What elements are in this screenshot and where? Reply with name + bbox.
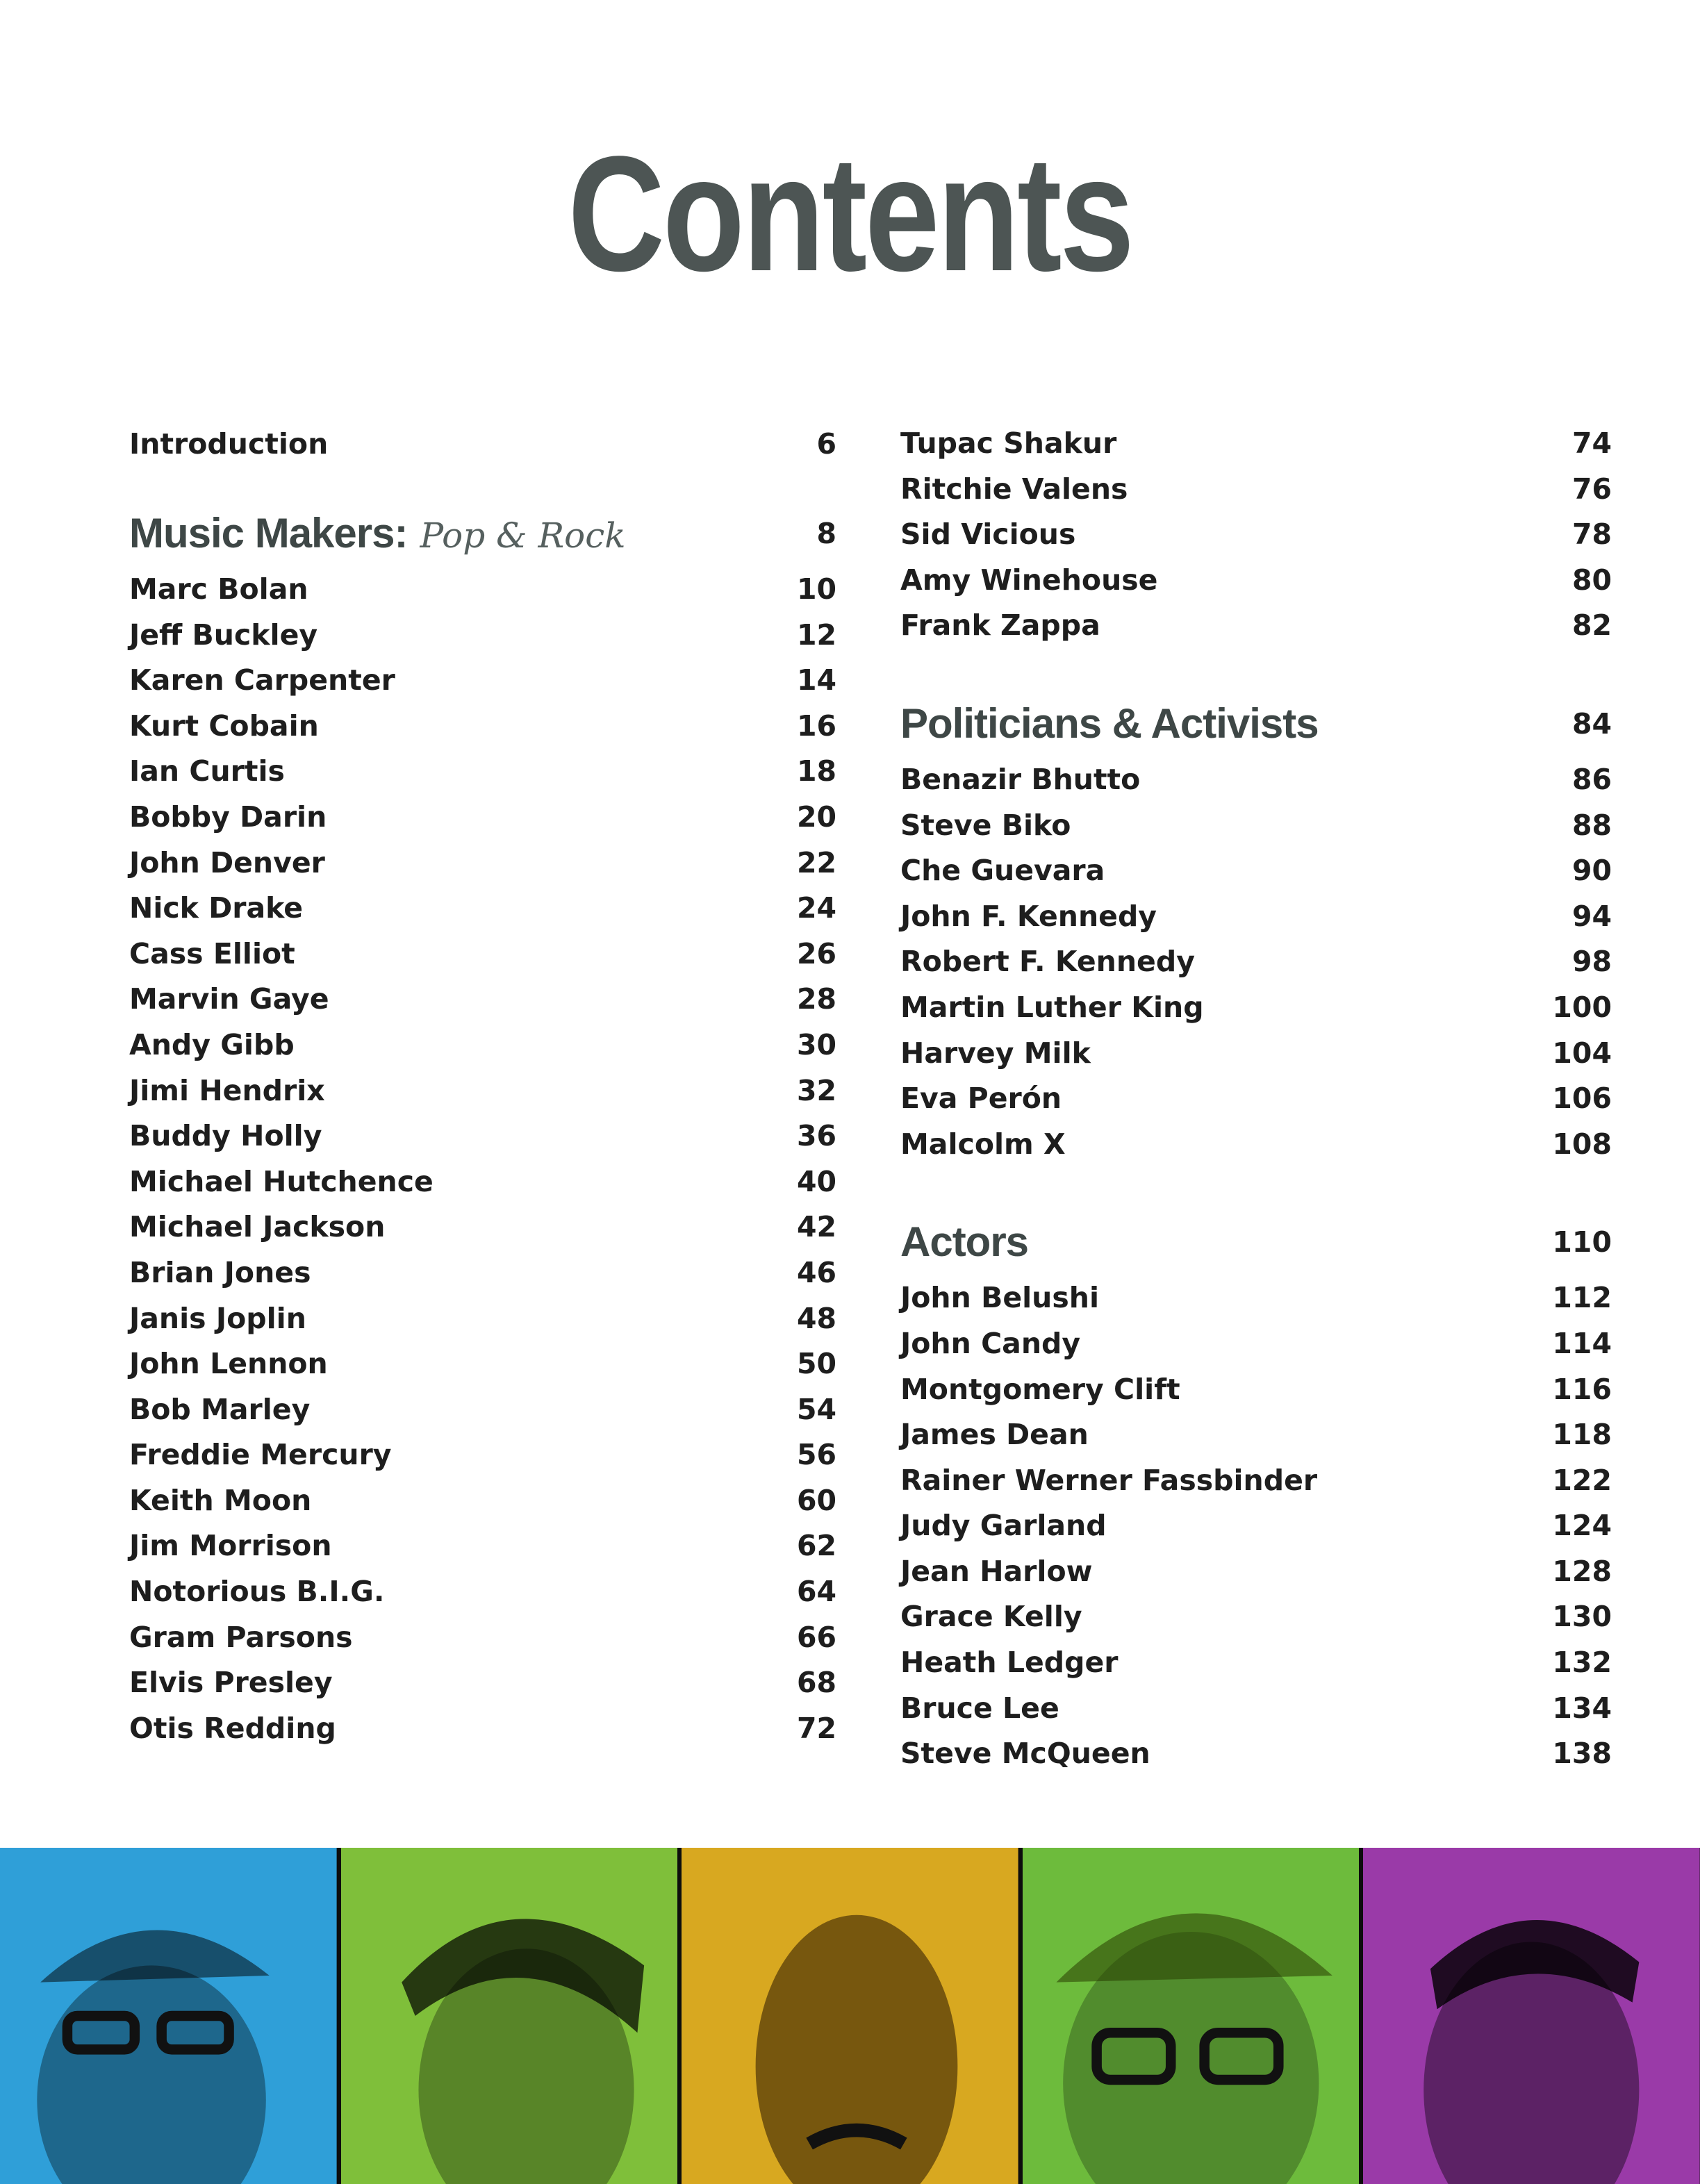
section-title — [129, 500, 626, 569]
entry-name: Amy Winehouse — [900, 563, 1158, 597]
section-page: 84 — [1571, 706, 1612, 741]
toc-entry-harvey-milk[interactable] — [900, 1031, 1612, 1077]
entry-name: Eva Perón — [900, 1082, 1062, 1116]
toc-entry-bobby-darin[interactable] — [129, 795, 836, 841]
section-title: Actors — [900, 1218, 1029, 1266]
entry-name: Buddy Holly — [129, 1119, 322, 1153]
entry-name: Jim Morrison — [129, 1529, 332, 1563]
entry-name: Benazir Bhutto — [900, 762, 1141, 796]
entry-name: Martin Luther King — [900, 990, 1204, 1024]
entry-name: Elvis Presley — [129, 1666, 333, 1700]
entry-name: Michael Hutchence — [129, 1164, 434, 1198]
entry-page: 56 — [796, 1438, 836, 1472]
entry-page: 114 — [1552, 1326, 1612, 1360]
entry-name: Freddie Mercury — [129, 1438, 392, 1472]
entry-name: Bobby Darin — [129, 800, 327, 834]
entry-name: John F. Kennedy — [900, 899, 1157, 933]
toc-entry-che-guevara[interactable] — [900, 848, 1612, 894]
entry-page: 138 — [1552, 1737, 1612, 1771]
entry-page: 82 — [1571, 609, 1612, 643]
toc-entry-nick-drake[interactable] — [129, 886, 836, 932]
politicians-entries-list — [900, 757, 1612, 1167]
entry-name: Malcolm X — [900, 1127, 1066, 1161]
entry-page: 106 — [1552, 1082, 1612, 1116]
entry-page: 42 — [796, 1210, 836, 1244]
section-heading-music-makers[interactable] — [129, 500, 836, 567]
entry-page: 124 — [1552, 1509, 1612, 1543]
entry-page: 100 — [1552, 990, 1612, 1024]
entry-page: 12 — [796, 618, 836, 652]
toc-entry-john-f-kennedy[interactable] — [900, 894, 1612, 940]
entry-name: Jimi Hendrix — [129, 1073, 325, 1107]
entry-name: Nick Drake — [129, 891, 304, 925]
entry-name: Che Guevara — [900, 854, 1105, 888]
section-heading-actors[interactable] — [900, 1209, 1612, 1275]
entry-page: 98 — [1571, 945, 1612, 979]
entry-name: John Denver — [129, 845, 325, 879]
entry-name: Otis Redding — [129, 1711, 336, 1745]
entry-name: Harvey Milk — [900, 1036, 1091, 1070]
toc-entry-jean-harlow[interactable] — [900, 1549, 1612, 1595]
entry-name: John Belushi — [900, 1281, 1100, 1315]
entry-page: 134 — [1552, 1691, 1612, 1725]
entry-page: 94 — [1571, 899, 1612, 933]
entry-page: 112 — [1552, 1281, 1612, 1315]
entry-page: 72 — [796, 1711, 836, 1745]
entry-name: Notorious B.I.G. — [129, 1575, 385, 1609]
toc-entry-michael-jackson[interactable] — [129, 1205, 836, 1250]
entry-page: 122 — [1552, 1463, 1612, 1497]
entry-name: Gram Parsons — [129, 1620, 353, 1654]
toc-entry-grace-kelly[interactable] — [900, 1594, 1612, 1640]
entry-page: 50 — [796, 1347, 836, 1381]
toc-entry-gram-parsons[interactable] — [129, 1615, 836, 1661]
entry-page: 88 — [1571, 808, 1612, 842]
entry-page: 46 — [796, 1255, 836, 1289]
entry-name: John Candy — [900, 1326, 1081, 1360]
toc-entry-jim-morrison[interactable] — [129, 1523, 836, 1569]
entry-name: Rainer Werner Fassbinder — [900, 1463, 1318, 1497]
entry-page: 28 — [796, 982, 836, 1016]
toc-entry-john-denver[interactable] — [129, 841, 836, 886]
entry-name: Steve McQueen — [900, 1737, 1150, 1771]
entry-page: 68 — [796, 1666, 836, 1700]
toc-entry-elvis-presley[interactable] — [129, 1660, 836, 1706]
section-page: 110 — [1552, 1225, 1612, 1259]
portrait-photo-4 — [1023, 1848, 1364, 2184]
entry-page: 62 — [796, 1529, 836, 1563]
toc-entry-malcolm-x[interactable] — [900, 1122, 1612, 1168]
toc-entry-keith-moon[interactable] — [129, 1478, 836, 1524]
entry-page: 24 — [796, 891, 836, 925]
entry-name: Bruce Lee — [900, 1691, 1059, 1725]
toc-entry-kurt-cobain[interactable] — [129, 704, 836, 750]
portrait-photo-2 — [341, 1848, 682, 2184]
section-title: Politicians & Activists — [900, 700, 1319, 747]
toc-entry-heath-ledger[interactable] — [900, 1640, 1612, 1686]
toc-entry-michael-hutchence[interactable] — [129, 1159, 836, 1205]
music-entries-continued-list — [900, 421, 1612, 649]
entry-page: 36 — [796, 1119, 836, 1153]
toc-entry-cass-elliot[interactable] — [129, 932, 836, 977]
toc-entry-ian-curtis[interactable] — [129, 749, 836, 795]
toc-entry-introduction[interactable] — [129, 421, 836, 477]
entry-page: 116 — [1552, 1372, 1612, 1406]
entry-name: Marc Bolan — [129, 572, 308, 606]
toc-entry-otis-redding[interactable] — [129, 1706, 836, 1752]
photo-strip — [0, 1848, 1700, 2184]
toc-entry-jeff-buckley[interactable] — [129, 613, 836, 659]
toc-entry-karen-carpenter[interactable] — [129, 658, 836, 704]
toc-entry-steve-biko[interactable] — [900, 803, 1612, 849]
toc-entry-eva-per-n[interactable] — [900, 1076, 1612, 1122]
entry-page: 30 — [796, 1027, 836, 1061]
entry-page: 80 — [1571, 563, 1612, 597]
entry-name: Frank Zappa — [900, 609, 1100, 643]
toc-entry-martin-luther-king[interactable] — [900, 985, 1612, 1031]
entry-page: 128 — [1552, 1554, 1612, 1588]
toc-entry-rainer-werner-fassbinder[interactable] — [900, 1458, 1612, 1504]
entry-name: Brian Jones — [129, 1255, 311, 1289]
entry-page: 76 — [1571, 472, 1612, 506]
entry-name: James Dean — [900, 1418, 1089, 1452]
entry-page: 132 — [1552, 1646, 1612, 1680]
entry-name: Karen Carpenter — [129, 663, 395, 697]
toc-entry-marvin-gaye[interactable] — [129, 977, 836, 1023]
entry-name: Robert F. Kennedy — [900, 945, 1195, 979]
section-subtitle: Pop & Rock — [420, 515, 626, 556]
section-page: 8 — [816, 517, 836, 550]
toc-entry-andy-gibb[interactable] — [129, 1023, 836, 1068]
entry-page: 66 — [796, 1620, 836, 1654]
entry-name: Jeff Buckley — [129, 618, 318, 652]
entry-name: Ritchie Valens — [900, 472, 1128, 506]
section-title-main: Music Makers: — [129, 510, 408, 556]
entry-name: Andy Gibb — [129, 1027, 295, 1061]
portrait-photo-1 — [0, 1848, 341, 2184]
entry-name: Jean Harlow — [900, 1554, 1093, 1588]
entry-name: Michael Jackson — [129, 1210, 386, 1244]
entry-name: Grace Kelly — [900, 1600, 1082, 1634]
toc-entry-john-candy[interactable] — [900, 1321, 1612, 1367]
toc-entry-robert-f-kennedy[interactable] — [900, 939, 1612, 985]
page-title: Contents — [568, 122, 1132, 306]
entry-page: 74 — [1571, 427, 1612, 460]
toc-entry-john-belushi[interactable] — [900, 1275, 1612, 1321]
entry-name: John Lennon — [129, 1347, 328, 1381]
entry-page: 104 — [1552, 1036, 1612, 1070]
music-entries-list — [129, 567, 836, 1751]
entry-name: Marvin Gaye — [129, 982, 329, 1016]
toc-entry-sid-vicious[interactable] — [900, 512, 1612, 558]
entry-page: 10 — [796, 572, 836, 606]
portrait-photo-5 — [1363, 1848, 1700, 2184]
entry-page: 26 — [796, 936, 836, 970]
entry-name: Janis Joplin — [129, 1301, 306, 1335]
entry-page: 118 — [1552, 1418, 1612, 1452]
toc-entry-brian-jones[interactable] — [129, 1250, 836, 1296]
entry-page: 48 — [796, 1301, 836, 1335]
entry-name: Ian Curtis — [129, 754, 285, 788]
entry-page: 54 — [796, 1392, 836, 1426]
entry-page: 16 — [796, 709, 836, 743]
entry-page: 32 — [796, 1073, 836, 1107]
entry-page: 64 — [796, 1575, 836, 1609]
toc-entry-bruce-lee[interactable] — [900, 1686, 1612, 1732]
toc-entry-janis-joplin[interactable] — [129, 1296, 836, 1342]
entry-page: 20 — [796, 800, 836, 834]
toc-entry-freddie-mercury[interactable] — [129, 1432, 836, 1478]
toc-entry-steve-mcqueen[interactable] — [900, 1731, 1612, 1777]
entry-page: 18 — [796, 754, 836, 788]
entry-page: 108 — [1552, 1127, 1612, 1161]
entry-page: 90 — [1571, 854, 1612, 888]
toc-entry-james-dean[interactable] — [900, 1412, 1612, 1458]
toc-entry-jimi-hendrix[interactable] — [129, 1068, 836, 1114]
toc-entry-bob-marley[interactable] — [129, 1387, 836, 1433]
toc-entry-marc-bolan[interactable] — [129, 567, 836, 613]
toc-entry-benazir-bhutto[interactable] — [900, 757, 1612, 803]
entry-name: Keith Moon — [129, 1483, 312, 1517]
entry-page: 130 — [1552, 1600, 1612, 1634]
entry-page: 6 — [816, 427, 836, 461]
toc-entry-frank-zappa[interactable] — [900, 603, 1612, 649]
toc-entry-montgomery-clift[interactable] — [900, 1367, 1612, 1413]
entry-name: Montgomery Clift — [900, 1372, 1180, 1406]
entry-page: 14 — [796, 663, 836, 697]
entry-page: 60 — [796, 1483, 836, 1517]
entry-page: 86 — [1571, 762, 1612, 796]
portrait-photo-3 — [682, 1848, 1023, 2184]
entry-name: Tupac Shakur — [900, 427, 1117, 460]
entry-page: 22 — [796, 845, 836, 879]
entry-name: Cass Elliot — [129, 936, 295, 970]
contents-right-column — [900, 421, 1612, 1777]
entry-name: Judy Garland — [900, 1509, 1107, 1543]
contents-left-column — [129, 421, 836, 1751]
toc-entry-amy-winehouse[interactable] — [900, 558, 1612, 604]
entry-name: Steve Biko — [900, 808, 1071, 842]
entry-name: Heath Ledger — [900, 1646, 1119, 1680]
toc-entry-judy-garland[interactable] — [900, 1503, 1612, 1549]
section-heading-politicians[interactable] — [900, 690, 1612, 757]
entry-page: 78 — [1571, 518, 1612, 552]
toc-entry-tupac-shakur[interactable] — [900, 421, 1612, 467]
actors-entries-list — [900, 1275, 1612, 1777]
entry-page: 40 — [796, 1164, 836, 1198]
entry-name: Kurt Cobain — [129, 709, 319, 743]
toc-entry-ritchie-valens[interactable] — [900, 467, 1612, 513]
entry-name: Bob Marley — [129, 1392, 311, 1426]
entry-name: Sid Vicious — [900, 518, 1076, 552]
toc-entry-buddy-holly[interactable] — [129, 1114, 836, 1159]
entry-name: Introduction — [129, 427, 329, 461]
toc-entry-john-lennon[interactable] — [129, 1341, 836, 1387]
toc-entry-notorious-b-i-g[interactable] — [129, 1569, 836, 1615]
